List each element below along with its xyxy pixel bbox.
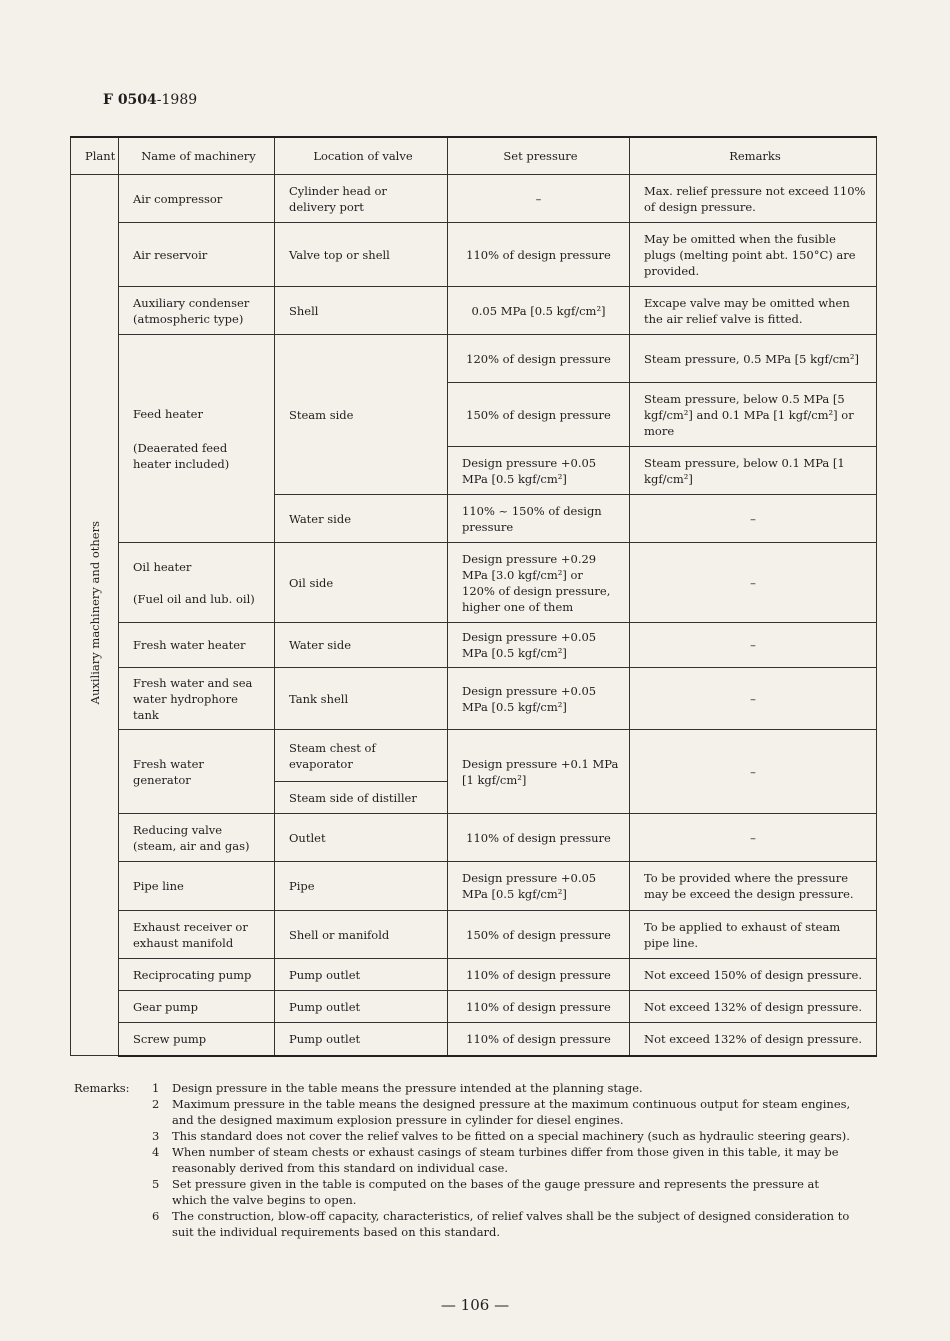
set-pressure: Design pressure +0.05 MPa [0.5 kgf/cm²] <box>448 668 630 730</box>
valve-location: Steam chest of evaporator <box>275 730 448 782</box>
row-remarks: – <box>630 730 877 814</box>
set-pressure: 120% of design pressure <box>448 335 630 383</box>
oil-heater-note: (Fuel oil and lub. oil) <box>133 591 255 606</box>
valve-location: Shell <box>275 287 448 335</box>
set-pressure: Design pressure +0.05 MPa [0.5 kgf/cm²] <box>448 623 630 668</box>
machinery-name: Fresh water and sea water hydrophore tank <box>119 668 275 730</box>
row-remarks: – <box>630 668 877 730</box>
feed-heater-note: (Deaerated feed heater included) <box>133 440 230 471</box>
list-item <box>74 1208 854 1240</box>
oil-heater-label: Oil heater <box>133 559 192 574</box>
table-row <box>71 287 877 335</box>
col-location: Location of valve <box>275 137 448 175</box>
remark-number: 5 <box>152 1177 160 1191</box>
remark-text: Set pressure given in the table is computed on the bases of the gauge pressure and represents the pressure at which the valve begins to open. <box>172 1177 820 1207</box>
set-pressure: 110% of design pressure <box>448 991 630 1023</box>
table-row <box>71 668 877 730</box>
row-remarks: Excape valve may be omitted when the air relief valve is fitted. <box>630 287 877 335</box>
machinery-name: Fresh water heater <box>119 623 275 668</box>
machinery-name: Pipe line <box>119 862 275 911</box>
row-remarks: Steam pressure, below 0.1 MPa [1 kgf/cm²] <box>630 447 877 495</box>
valve-location: Steam side <box>275 335 448 495</box>
machinery-name: Fresh water generator <box>119 730 275 814</box>
standard-number: F 0504-1989 <box>103 92 198 108</box>
list-item <box>74 1096 854 1128</box>
remark-number: 1 <box>152 1081 160 1095</box>
remark-number: 2 <box>152 1097 160 1111</box>
table-row <box>71 911 877 959</box>
row-remarks: To be provided where the pressure may be exceed the design pressure. <box>630 862 877 911</box>
valve-location: Pipe <box>275 862 448 911</box>
remark-number: 6 <box>152 1209 160 1223</box>
valve-location: Steam side of distiller <box>275 782 448 814</box>
table-row <box>71 1023 877 1056</box>
machinery-name: Auxiliary condenser (atmospheric type) <box>119 287 275 335</box>
list-item <box>74 1176 854 1208</box>
set-pressure: 110% of design pressure <box>448 223 630 287</box>
set-pressure: 110% of design pressure <box>448 1023 630 1056</box>
row-remarks: Not exceed 132% of design pressure. <box>630 991 877 1023</box>
machinery-name: Exhaust receiver or exhaust manifold <box>119 911 275 959</box>
set-pressure: 110% ~ 150% of design pressure <box>448 495 630 543</box>
set-pressure: Design pressure +0.05 MPa [0.5 kgf/cm²] <box>448 447 630 495</box>
row-remarks: To be applied to exhaust of steam pipe line. <box>630 911 877 959</box>
set-pressure: Design pressure +0.05 MPa [0.5 kgf/cm²] <box>448 862 630 911</box>
set-pressure: Design pressure +0.1 MPa [1 kgf/cm²] <box>448 730 630 814</box>
table-row <box>71 223 877 287</box>
valve-location: Outlet <box>275 814 448 862</box>
table-row <box>71 862 877 911</box>
valve-location: Pump outlet <box>275 1023 448 1056</box>
table-row <box>71 543 877 623</box>
set-pressure: 110% of design pressure <box>448 959 630 991</box>
col-remarks: Remarks <box>630 137 877 175</box>
table-row <box>71 175 877 223</box>
table-row <box>71 814 877 862</box>
plant-cell <box>71 175 119 1056</box>
row-remarks: Not exceed 132% of design pressure. <box>630 1023 877 1056</box>
table-row <box>71 730 877 782</box>
machinery-name <box>119 335 275 543</box>
remarks-label: Remarks: <box>74 1081 130 1095</box>
remark-text: The construction, blow-off capacity, characteristics, of relief valves shall be the subject of designed consideration to suit the individual requirements based on this standard. <box>172 1209 850 1239</box>
col-set-pressure: Set pressure <box>448 137 630 175</box>
list-item <box>74 1128 854 1144</box>
feed-heater-label: Feed heater <box>133 406 203 421</box>
remark-text: Design pressure in the table means the pressure intended at the planning stage. <box>172 1081 643 1095</box>
set-pressure: 110% of design pressure <box>448 814 630 862</box>
valve-location: Pump outlet <box>275 991 448 1023</box>
valve-location: Tank shell <box>275 668 448 730</box>
machinery-name: Screw pump <box>119 1023 275 1056</box>
list-item <box>74 1144 854 1176</box>
valve-location: Cylinder head or delivery port <box>275 175 448 223</box>
machinery-name: Reducing valve (steam, air and gas) <box>119 814 275 862</box>
list-item <box>74 1080 854 1096</box>
remark-number: 3 <box>152 1129 160 1143</box>
valve-location: Pump outlet <box>275 959 448 991</box>
row-remarks: Steam pressure, 0.5 MPa [5 kgf/cm²] <box>630 335 877 383</box>
set-pressure: 0.05 MPa [0.5 kgf/cm²] <box>448 287 630 335</box>
table-row <box>71 335 877 383</box>
row-remarks: – <box>630 623 877 668</box>
machinery-name: Air reservoir <box>119 223 275 287</box>
table-row <box>71 991 877 1023</box>
row-remarks: – <box>630 495 877 543</box>
remark-number: 4 <box>152 1145 160 1159</box>
table-header-row <box>71 137 877 175</box>
machinery-name: Gear pump <box>119 991 275 1023</box>
col-name: Name of machinery <box>119 137 275 175</box>
remark-text: Maximum pressure in the table means the designed pressure at the maximum continuous output for steam engines, and the designed maximum explosion pressure in cylinder for diesel engines. <box>172 1097 851 1127</box>
valve-location: Shell or manifold <box>275 911 448 959</box>
valve-location: Water side <box>275 495 448 543</box>
remark-text: This standard does not cover the relief valves to be fitted on a special machinery (such as hydraulic steering gears). <box>172 1129 850 1143</box>
col-plant: Plant <box>71 137 119 175</box>
valve-location: Valve top or shell <box>275 223 448 287</box>
set-pressure: 150% of design pressure <box>448 911 630 959</box>
row-remarks: Steam pressure, below 0.5 MPa [5 kgf/cm²] and 0.1 MPa [1 kgf/cm²] or more <box>630 383 877 447</box>
valve-location: Water side <box>275 623 448 668</box>
row-remarks: Max. relief pressure not exceed 110% of design pressure. <box>630 175 877 223</box>
machinery-name <box>119 543 275 623</box>
plant-label: Auxiliary machinery and others <box>87 521 102 705</box>
relief-valve-table <box>70 136 877 1057</box>
row-remarks: – <box>630 814 877 862</box>
remarks-section <box>74 1080 854 1240</box>
row-remarks: – <box>630 543 877 623</box>
machinery-name: Reciprocating pump <box>119 959 275 991</box>
valve-location: Oil side <box>275 543 448 623</box>
page-number: — 106 — <box>440 1296 510 1314</box>
machinery-name: Air compressor <box>119 175 275 223</box>
row-remarks: May be omitted when the fusible plugs (melting point abt. 150°C) are provided. <box>630 223 877 287</box>
table-row <box>71 623 877 668</box>
set-pressure: Design pressure +0.29 MPa [3.0 kgf/cm²] or 120% of design pressure, higher one of them <box>448 543 630 623</box>
remark-text: When number of steam chests or exhaust casings of steam turbines differ from those given in this table, it may be reasonably derived from this standard on individual case. <box>172 1145 839 1175</box>
row-remarks: Not exceed 150% of design pressure. <box>630 959 877 991</box>
table-row <box>71 959 877 991</box>
set-pressure: – <box>448 175 630 223</box>
set-pressure: 150% of design pressure <box>448 383 630 447</box>
